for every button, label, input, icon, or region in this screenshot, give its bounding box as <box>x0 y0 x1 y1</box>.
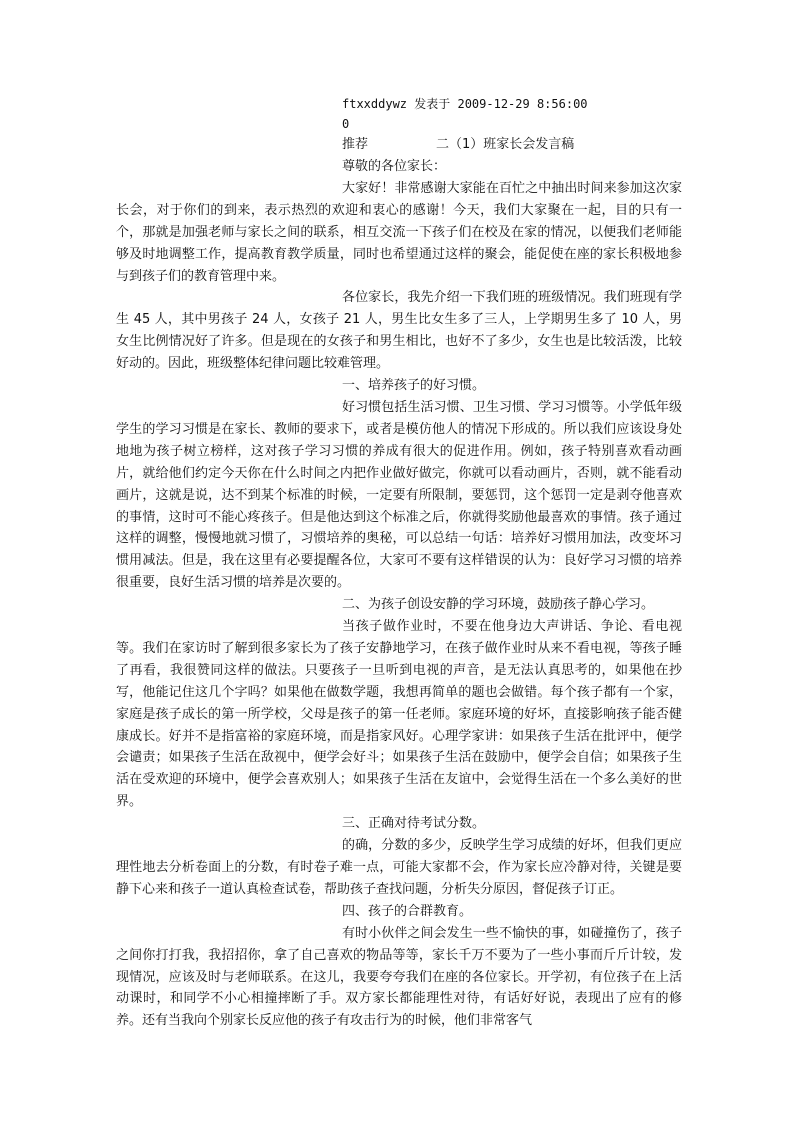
paragraph-social: 有时小伙伴之间会发生一些不愉快的事，如碰撞伤了，孩子之间你打打我，我招招你，拿了自己喜欢的物品等等，家长千万不要为了一些小事而斤斤计较，发现情况，应该及时与老师联系。在这儿，我要夸夸我们在座的各位家长。开学初，有位孩子在上活动课时，和同学不小心相撞摔断了手。双方家长都能理性对待，有话好好说，表现出了应有的修养。还有当我向个别家长反应他的孩子有攻击行为的时候，他们非常客气 <box>116 925 682 1029</box>
salutation: 尊敬的各位家长： <box>342 159 447 174</box>
paragraph-scores: 的确，分数的多少，反映学生学习成绩的好坏，但我们更应理性地去分析卷面上的分数，有时卷子难一点，可能大家都不会，作为家长应冷静对待，关键是要静下心来和孩子一道认真检查试卷，帮助孩子查找问题，分析失分原因，督促孩子订正。 <box>116 838 682 897</box>
reply-count: 0 <box>342 117 350 131</box>
author-line: ftxxddywz 发表于 2009-12-29 8:56:00 <box>342 97 588 111</box>
document-body <box>116 156 682 1032</box>
section-heading-4: 四、孩子的合群教育。 <box>342 903 473 919</box>
recommend-tag: 推荐 <box>342 137 369 152</box>
document-title <box>116 134 682 156</box>
paragraph-habits: 好习惯包括生活习惯、卫生习惯、学习习惯等。小学低年级学生的学习习惯是在家长、教师的要求下，或者是模仿他人的情况下形成的。所以我们应该设身处地地为孩子树立榜样，这对孩子学习习惯的养成有很大的促进作用。例如，孩子特别喜欢看动画片，就给他们约定今天你在什么时间之内把作业做好做完，你就可以看动画片，否则，就不能看动画片，这就是说，达不到某个标准的时候，一定要有所限制，要惩罚，这个惩罚一定是剥夺他喜欢的事情，这时可不能心疼孩子。但是他达到这个标准之后，你就得奖励他最喜欢的事情。孩子通过这样的调整，慢慢地就习惯了，习惯培养的奥秘，可以总结一句话：培养好习惯用加法，改变坏习惯用减法。但是，我在这里有必要提醒各位，大家可不要有这样错误的认为：良好学习习惯的培养很重要，良好生活习惯的培养是次要的。 <box>116 399 682 591</box>
paragraph-greeting: 大家好！非常感谢大家能在百忙之中抽出时间来参加这次家长会，对于你们的到来，表示热烈的欢迎和衷心的感谢！今天，我们大家聚在一起，目的只有一个，那就是加强老师与家长之间的联系，相互交流一下孩子们在校及在家的情况，以便我们老师能够及时地调整工作，提高教育教学质量，同时也希望通过这样的聚会，能促使在座的家长积极地参与到孩子们的教育管理中来。 <box>116 180 682 284</box>
document-page <box>116 94 682 1032</box>
paragraph-environment: 当孩子做作业时，不要在他身边大声讲话、争论、看电视等。我们在家访时了解到很多家长为了孩子安静地学习，在孩子做作业时从来不看电视，等孩子睡了再看，我很赞同这样的做法。只要孩子一旦听到电视的声音，是无法认真思考的，如果他在抄写，他能记住这几个字吗？如果他在做数学题，我想再简单的题也会做错。每个孩子都有一个家，家庭是孩子成长的第一所学校，父母是孩子的第一任老师。家庭环境的好坏，直接影响孩子能否健康成长。好并不是指富裕的家庭环境，而是指家风好。心理学家讲：如果孩子生活在批评中，便学会谴责；如果孩子生活在敌视中，便学会好斗；如果孩子生活在鼓励中，便学会自信；如果孩子生活在受欢迎的环境中，便学会喜欢别人；如果孩子生活在友谊中，会觉得生活在一个多么美好的世界。 <box>116 619 682 810</box>
title-text: 二（1）班家长会发言稿 <box>436 137 575 152</box>
paragraph-class-info: 各位家长，我先介绍一下我们班的班级情况。我们班现有学生 45 人，其中男孩子 24 人，女孩子 21 人，男生比女生多了三人，上学期男生多了 10 人，男女生比例情况好了许多。但是现在的女孩子和男生相比，也好不了多少，女生也是比较活泼，比较好动的。因此，班级整体纪律问题比较难管理。 <box>116 290 682 372</box>
post-meta <box>116 94 682 134</box>
section-heading-2: 二、为孩子创设安静的学习环境，鼓励孩子静心学习。 <box>342 597 655 613</box>
section-heading-3: 三、正确对待考试分数。 <box>342 816 486 832</box>
section-heading-1: 一、培养孩子的好习惯。 <box>342 378 486 394</box>
